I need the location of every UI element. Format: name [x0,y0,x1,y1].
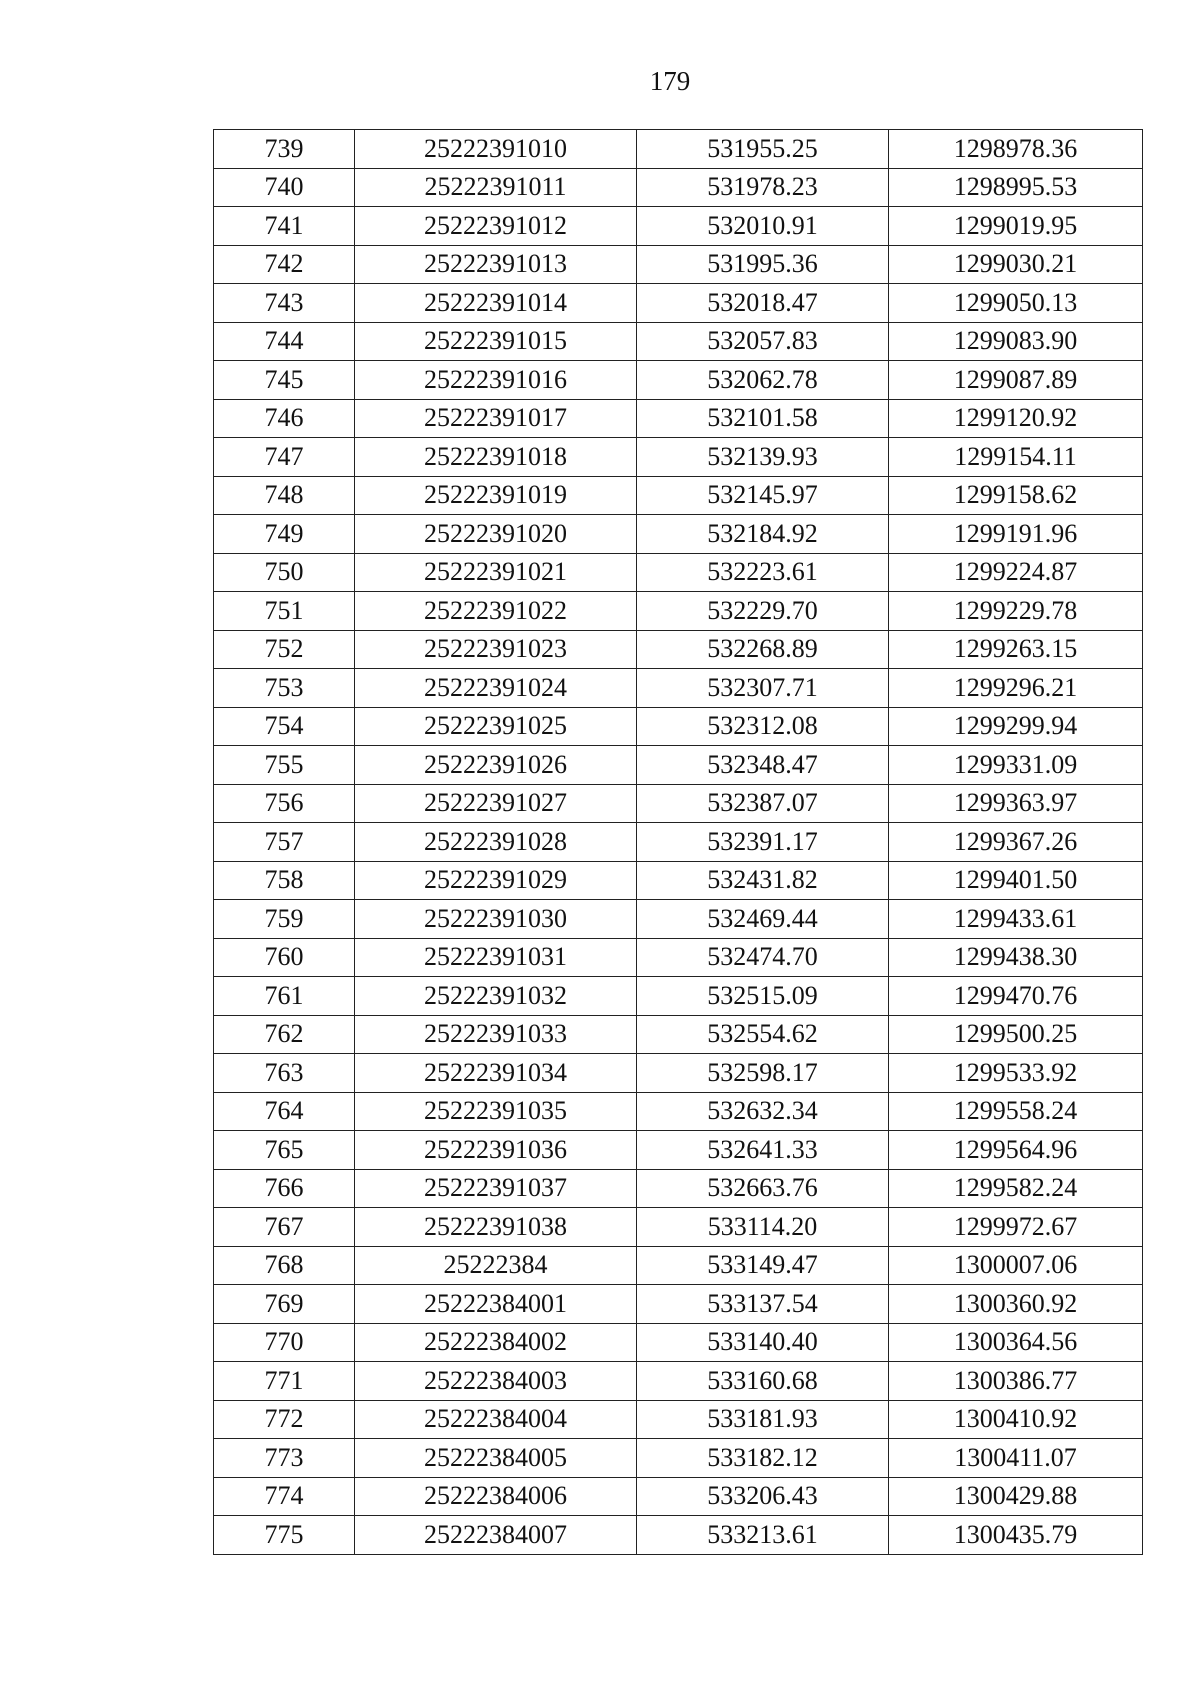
x-coordinate-cell: 532101.58 [637,399,889,438]
y-coordinate-cell: 1299191.96 [889,515,1143,554]
y-coordinate-cell: 1300411.07 [889,1439,1143,1478]
table-row [214,784,1143,823]
point-id-cell: 25222391024 [355,669,637,708]
row-index-cell: 746 [214,399,355,438]
x-coordinate-cell: 532223.61 [637,553,889,592]
row-index-cell: 769 [214,1285,355,1324]
x-coordinate-cell: 533114.20 [637,1208,889,1247]
point-id-cell: 25222391028 [355,823,637,862]
row-index-cell: 771 [214,1362,355,1401]
table-row [214,322,1143,361]
table-row [214,1323,1143,1362]
point-id-cell: 25222384003 [355,1362,637,1401]
y-coordinate-cell: 1299438.30 [889,938,1143,977]
x-coordinate-cell: 533140.40 [637,1323,889,1362]
y-coordinate-cell: 1299500.25 [889,1015,1143,1054]
row-index-cell: 764 [214,1092,355,1131]
point-id-cell: 25222391013 [355,245,637,284]
row-index-cell: 749 [214,515,355,554]
point-id-cell: 25222391037 [355,1169,637,1208]
point-id-cell: 25222391018 [355,438,637,477]
point-id-cell: 25222384004 [355,1400,637,1439]
point-id-cell: 25222384007 [355,1516,637,1555]
y-coordinate-cell: 1300435.79 [889,1516,1143,1555]
y-coordinate-cell: 1299972.67 [889,1208,1143,1247]
page-number: 179 [649,66,691,96]
x-coordinate-cell: 533137.54 [637,1285,889,1324]
table-row [214,1131,1143,1170]
table-row [214,1439,1143,1478]
x-coordinate-cell: 533160.68 [637,1362,889,1401]
x-coordinate-cell: 532469.44 [637,900,889,939]
y-coordinate-cell: 1298995.53 [889,168,1143,207]
x-coordinate-cell: 533181.93 [637,1400,889,1439]
point-id-cell: 25222391023 [355,630,637,669]
x-coordinate-cell: 532474.70 [637,938,889,977]
table-row [214,1208,1143,1247]
table-row [214,207,1143,246]
y-coordinate-cell: 1300386.77 [889,1362,1143,1401]
x-coordinate-cell: 532431.82 [637,861,889,900]
row-index-cell: 759 [214,900,355,939]
row-index-cell: 761 [214,977,355,1016]
row-index-cell: 768 [214,1246,355,1285]
y-coordinate-cell: 1299363.97 [889,784,1143,823]
point-id-cell: 25222384002 [355,1323,637,1362]
x-coordinate-cell: 532184.92 [637,515,889,554]
y-coordinate-cell: 1299224.87 [889,553,1143,592]
x-coordinate-cell: 532139.93 [637,438,889,477]
x-coordinate-cell: 532348.47 [637,746,889,785]
table-row [214,977,1143,1016]
y-coordinate-cell: 1299229.78 [889,592,1143,631]
row-index-cell: 741 [214,207,355,246]
row-index-cell: 747 [214,438,355,477]
row-index-cell: 770 [214,1323,355,1362]
y-coordinate-cell: 1300364.56 [889,1323,1143,1362]
point-id-cell: 25222384 [355,1246,637,1285]
x-coordinate-cell: 532312.08 [637,707,889,746]
point-id-cell: 25222391019 [355,476,637,515]
row-index-cell: 755 [214,746,355,785]
table-row [214,1015,1143,1054]
y-coordinate-cell: 1300410.92 [889,1400,1143,1439]
point-id-cell: 25222391033 [355,1015,637,1054]
point-id-cell: 25222391038 [355,1208,637,1247]
point-id-cell: 25222391020 [355,515,637,554]
x-coordinate-cell: 532268.89 [637,630,889,669]
x-coordinate-cell: 531995.36 [637,245,889,284]
table-row [214,1362,1143,1401]
y-coordinate-cell: 1299564.96 [889,1131,1143,1170]
x-coordinate-cell: 532641.33 [637,1131,889,1170]
table-row [214,630,1143,669]
y-coordinate-cell: 1299050.13 [889,284,1143,323]
y-coordinate-cell: 1299019.95 [889,207,1143,246]
point-id-cell: 25222391015 [355,322,637,361]
y-coordinate-cell: 1299558.24 [889,1092,1143,1131]
row-index-cell: 760 [214,938,355,977]
x-coordinate-cell: 533182.12 [637,1439,889,1478]
row-index-cell: 743 [214,284,355,323]
point-id-cell: 25222391036 [355,1131,637,1170]
point-id-cell: 25222384006 [355,1477,637,1516]
point-id-cell: 25222391017 [355,399,637,438]
x-coordinate-cell: 532632.34 [637,1092,889,1131]
y-coordinate-cell: 1300360.92 [889,1285,1143,1324]
table-row [214,823,1143,862]
y-coordinate-cell: 1300007.06 [889,1246,1143,1285]
table-row [214,515,1143,554]
table-row [214,1092,1143,1131]
point-id-cell: 25222391030 [355,900,637,939]
table-row [214,284,1143,323]
row-index-cell: 772 [214,1400,355,1439]
table-row [214,1516,1143,1555]
row-index-cell: 767 [214,1208,355,1247]
y-coordinate-cell: 1299263.15 [889,630,1143,669]
table-row [214,1169,1143,1208]
point-id-cell: 25222391025 [355,707,637,746]
x-coordinate-cell: 532145.97 [637,476,889,515]
point-id-cell: 25222391022 [355,592,637,631]
y-coordinate-cell: 1299533.92 [889,1054,1143,1093]
x-coordinate-cell: 532062.78 [637,361,889,400]
point-id-cell: 25222391010 [355,130,637,169]
point-id-cell: 25222384005 [355,1439,637,1478]
y-coordinate-cell: 1299120.92 [889,399,1143,438]
x-coordinate-cell: 533213.61 [637,1516,889,1555]
y-coordinate-cell: 1299433.61 [889,900,1143,939]
x-coordinate-cell: 532598.17 [637,1054,889,1093]
x-coordinate-cell: 532663.76 [637,1169,889,1208]
x-coordinate-cell: 532229.70 [637,592,889,631]
row-index-cell: 775 [214,1516,355,1555]
row-index-cell: 740 [214,168,355,207]
point-id-cell: 25222391016 [355,361,637,400]
table-row [214,361,1143,400]
x-coordinate-cell: 531955.25 [637,130,889,169]
row-index-cell: 748 [214,476,355,515]
y-coordinate-cell: 1299083.90 [889,322,1143,361]
row-index-cell: 742 [214,245,355,284]
y-coordinate-cell: 1299367.26 [889,823,1143,862]
y-coordinate-cell: 1299401.50 [889,861,1143,900]
y-coordinate-cell: 1299158.62 [889,476,1143,515]
point-id-cell: 25222391035 [355,1092,637,1131]
row-index-cell: 756 [214,784,355,823]
table-row [214,399,1143,438]
point-id-cell: 25222391014 [355,284,637,323]
table-row [214,592,1143,631]
row-index-cell: 762 [214,1015,355,1054]
point-id-cell: 25222391034 [355,1054,637,1093]
row-index-cell: 757 [214,823,355,862]
row-index-cell: 752 [214,630,355,669]
point-id-cell: 25222391021 [355,553,637,592]
coordinates-table-container [213,129,1142,1555]
x-coordinate-cell: 531978.23 [637,168,889,207]
table-row [214,861,1143,900]
point-id-cell: 25222391011 [355,168,637,207]
row-index-cell: 763 [214,1054,355,1093]
table-row [214,1285,1143,1324]
table-row [214,1246,1143,1285]
table-row [214,168,1143,207]
row-index-cell: 744 [214,322,355,361]
y-coordinate-cell: 1299331.09 [889,746,1143,785]
point-id-cell: 25222391029 [355,861,637,900]
row-index-cell: 751 [214,592,355,631]
point-id-cell: 25222391032 [355,977,637,1016]
table-row [214,900,1143,939]
x-coordinate-cell: 532057.83 [637,322,889,361]
row-index-cell: 754 [214,707,355,746]
x-coordinate-cell: 532391.17 [637,823,889,862]
y-coordinate-cell: 1299296.21 [889,669,1143,708]
table-row [214,476,1143,515]
row-index-cell: 765 [214,1131,355,1170]
x-coordinate-cell: 533149.47 [637,1246,889,1285]
y-coordinate-cell: 1299087.89 [889,361,1143,400]
row-index-cell: 739 [214,130,355,169]
row-index-cell: 753 [214,669,355,708]
y-coordinate-cell: 1299030.21 [889,245,1143,284]
table-row [214,669,1143,708]
table-row [214,1054,1143,1093]
row-index-cell: 773 [214,1439,355,1478]
y-coordinate-cell: 1299582.24 [889,1169,1143,1208]
point-id-cell: 25222391012 [355,207,637,246]
table-row [214,707,1143,746]
table-row [214,938,1143,977]
y-coordinate-cell: 1299154.11 [889,438,1143,477]
table-row [214,1477,1143,1516]
y-coordinate-cell: 1299470.76 [889,977,1143,1016]
x-coordinate-cell: 533206.43 [637,1477,889,1516]
point-id-cell: 25222391031 [355,938,637,977]
y-coordinate-cell: 1300429.88 [889,1477,1143,1516]
x-coordinate-cell: 532307.71 [637,669,889,708]
table-row [214,746,1143,785]
point-id-cell: 25222391026 [355,746,637,785]
point-id-cell: 25222384001 [355,1285,637,1324]
row-index-cell: 766 [214,1169,355,1208]
x-coordinate-cell: 532515.09 [637,977,889,1016]
row-index-cell: 758 [214,861,355,900]
row-index-cell: 750 [214,553,355,592]
x-coordinate-cell: 532010.91 [637,207,889,246]
point-id-cell: 25222391027 [355,784,637,823]
coordinates-table [213,129,1143,1555]
x-coordinate-cell: 532554.62 [637,1015,889,1054]
row-index-cell: 774 [214,1477,355,1516]
x-coordinate-cell: 532018.47 [637,284,889,323]
y-coordinate-cell: 1299299.94 [889,707,1143,746]
y-coordinate-cell: 1298978.36 [889,130,1143,169]
table-row [214,130,1143,169]
table-row [214,438,1143,477]
x-coordinate-cell: 532387.07 [637,784,889,823]
table-body [214,130,1143,1555]
row-index-cell: 745 [214,361,355,400]
table-row [214,245,1143,284]
table-row [214,553,1143,592]
table-row [214,1400,1143,1439]
